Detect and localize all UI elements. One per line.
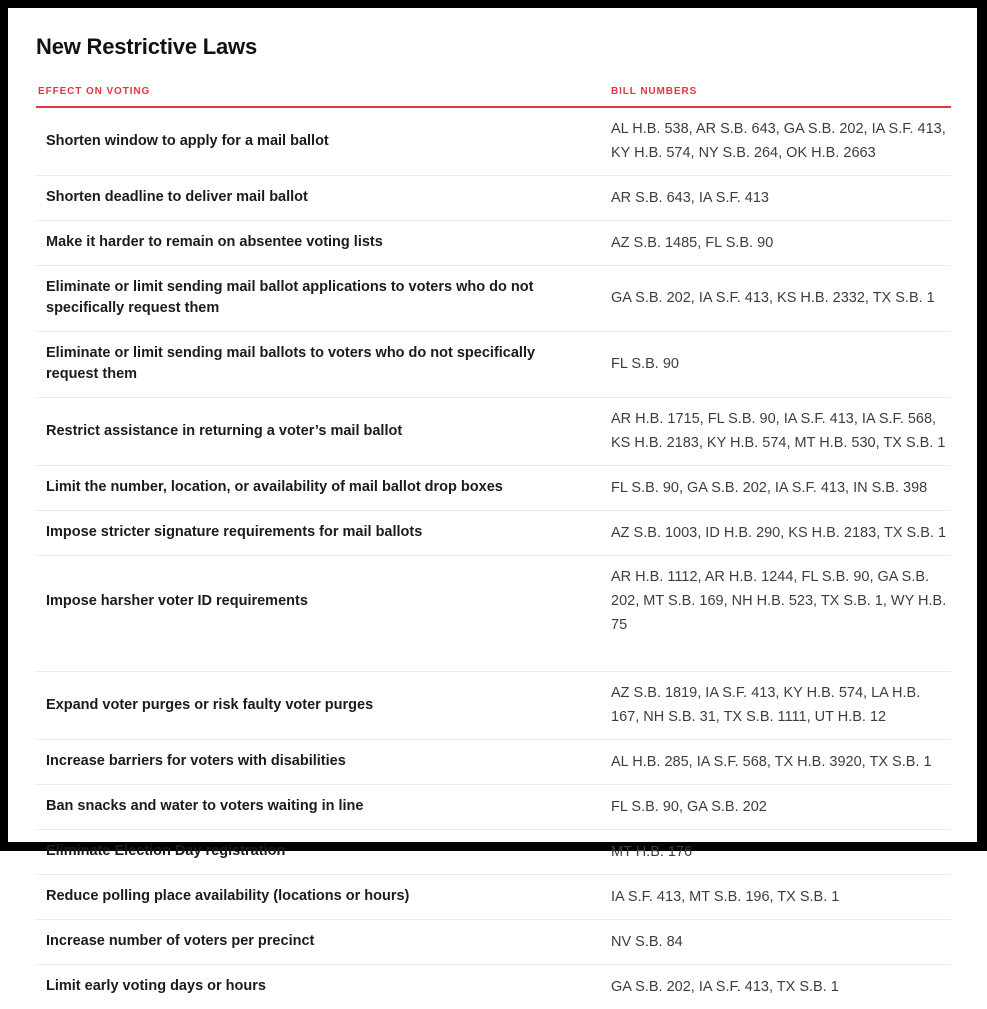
- bills-cell: AZ S.B. 1003, ID H.B. 290, KS H.B. 2183, TX S.B. 1: [611, 524, 947, 541]
- effect-cell: Increase number of voters per precinct: [46, 933, 315, 949]
- table-body: [36, 108, 951, 1009]
- bills-cell: GA S.B. 202, IA S.F. 413, TX S.B. 1: [611, 978, 839, 995]
- effect-cell: Restrict assistance in returning a voter’s mail ballot: [46, 422, 403, 439]
- table-row: [36, 964, 951, 1009]
- table-row: [36, 739, 951, 784]
- effect-cell: Expand voter purges or risk faulty voter purges: [46, 696, 374, 713]
- effect-cell: Ban snacks and water to voters waiting in line: [46, 798, 364, 814]
- column-header-bill-numbers: BILL NUMBERS: [611, 86, 698, 97]
- effect-cell: Limit the number, location, or availability of mail ballot drop boxes: [46, 479, 503, 495]
- effect-cell: Eliminate or limit sending mail ballots to voters who do not specifically request them: [46, 345, 536, 382]
- table-row: [36, 829, 951, 874]
- table-row: [36, 555, 951, 671]
- effect-cell: Reduce polling place availability (locations or hours): [46, 888, 410, 904]
- bills-cell: AZ S.B. 1485, FL S.B. 90: [611, 234, 774, 251]
- restrictive-laws-table: [36, 86, 951, 1009]
- effect-cell: Eliminate Election Day registration: [46, 843, 286, 859]
- table-row: [36, 919, 951, 964]
- effect-cell: Impose harsher voter ID requirements: [46, 592, 308, 609]
- bills-cell: AR H.B. 1112, AR H.B. 1244, FL S.B. 90, GA S.B. 202, MT S.B. 169, NH H.B. 523, TX S.B. 1, WY H.B. 75: [611, 569, 947, 633]
- table-row: [36, 465, 951, 510]
- table-row: [36, 784, 951, 829]
- bills-cell: AZ S.B. 1819, IA S.F. 413, KY H.B. 574, LA H.B. 167, NH S.B. 31, TX S.B. 1111, UT H.B. 12: [611, 685, 921, 725]
- effect-cell: Shorten deadline to deliver mail ballot: [46, 189, 308, 205]
- table-row: [36, 220, 951, 265]
- effect-cell: Shorten window to apply for a mail ballot: [46, 132, 329, 149]
- effect-cell: Increase barriers for voters with disabilities: [46, 753, 346, 769]
- table-row: [36, 671, 951, 739]
- table-row: [36, 397, 951, 465]
- effect-cell: Eliminate or limit sending mail ballot applications to voters who do not specifically request them: [46, 279, 534, 316]
- effect-cell: Limit early voting days or hours: [46, 978, 266, 994]
- bills-cell: FL S.B. 90, GA S.B. 202: [611, 798, 767, 815]
- table-row: [36, 510, 951, 555]
- bills-cell: NV S.B. 84: [611, 933, 683, 950]
- bills-cell: AR S.B. 643, IA S.F. 413: [611, 189, 769, 206]
- table-row: [36, 874, 951, 919]
- table-row: [36, 108, 951, 175]
- column-header-effect-on-voting: EFFECT ON VOTING: [38, 86, 151, 97]
- table-row: [36, 175, 951, 220]
- effect-cell: Make it harder to remain on absentee voting lists: [46, 234, 383, 250]
- table-row: [36, 265, 951, 331]
- infographic-panel: [8, 8, 977, 995]
- bills-cell: AR H.B. 1715, FL S.B. 90, IA S.F. 413, IA S.F. 568, KS H.B. 2183, KY H.B. 574, MT H.B. 530, TX S.B. 1: [611, 411, 946, 451]
- bills-cell: FL S.B. 90, GA S.B. 202, IA S.F. 413, IN S.B. 398: [611, 479, 928, 496]
- table-row: [36, 331, 951, 397]
- bills-cell: FL S.B. 90: [611, 356, 679, 372]
- bills-cell: MT H.B. 176: [611, 843, 693, 860]
- bills-cell: GA S.B. 202, IA S.F. 413, KS H.B. 2332, TX S.B. 1: [611, 290, 935, 306]
- bills-cell: IA S.F. 413, MT S.B. 196, TX S.B. 1: [611, 888, 840, 905]
- bills-cell: AL H.B. 538, AR S.B. 643, GA S.B. 202, IA S.F. 413, KY H.B. 574, NY S.B. 264, OK H.B. 2663: [611, 121, 946, 161]
- effect-cell: Impose stricter signature requirements for mail ballots: [46, 524, 423, 540]
- table-header-row: [36, 86, 951, 108]
- bills-cell: AL H.B. 285, IA S.F. 568, TX H.B. 3920, TX S.B. 1: [611, 753, 932, 770]
- page-title: New Restrictive Laws: [36, 34, 257, 59]
